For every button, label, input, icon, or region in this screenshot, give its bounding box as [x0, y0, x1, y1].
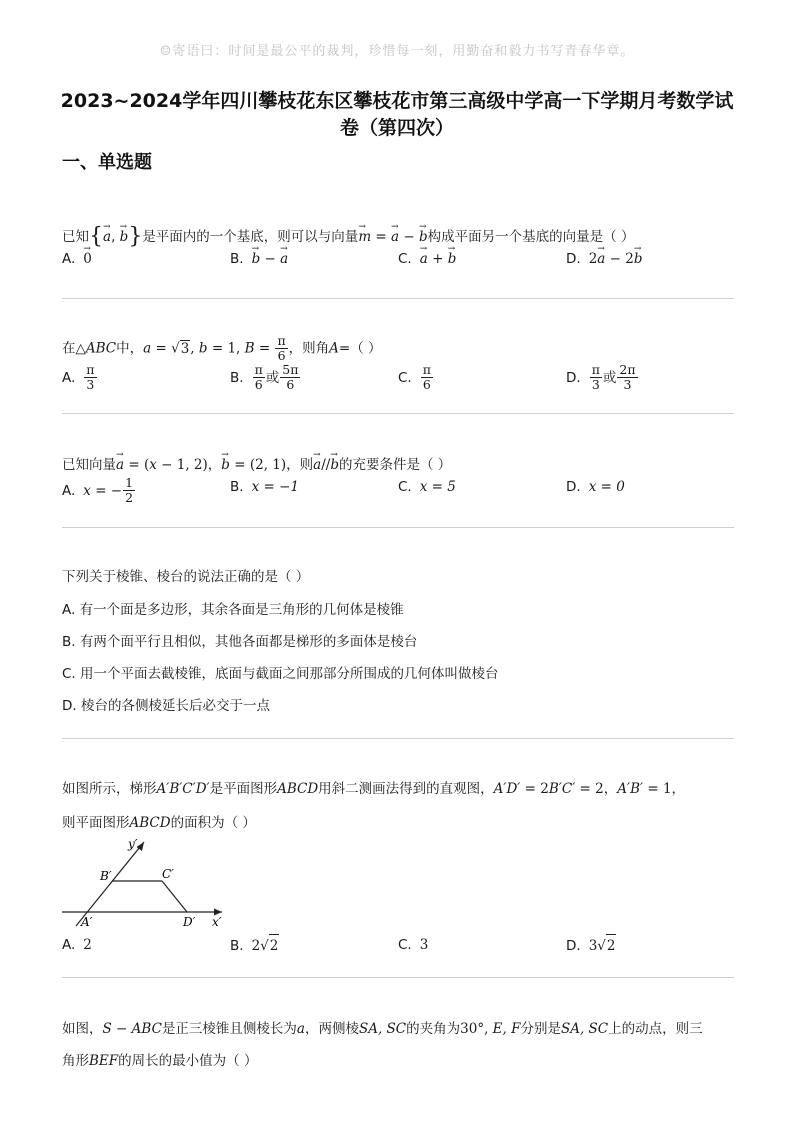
question-1-option-d[interactable]: D. 2 → a − 2 → b: [566, 248, 642, 270]
label-y-prime: y′: [128, 838, 138, 851]
label-x-prime: x′: [212, 915, 222, 929]
question-2-option-a[interactable]: A. $\frac{\pi}{3}$: [62, 362, 95, 392]
divider: [62, 527, 734, 528]
y-axis-line: [76, 842, 144, 926]
question-1: [62, 226, 734, 278]
question-2-option-d[interactable]: D. $\frac{\pi}{3}$ 或 $\frac{2\pi}{3}$: [566, 362, 636, 392]
question-4-stem: 下列关于棱锥、棱台的说法正确的是（ ）: [62, 569, 310, 585]
question-5-stem: 如图所示，梯形A′B′C′D′是平面图形ABCD用斜二测画法得到的直观图，A′D′ = 2B′C′ = 2，A′B′ = 1，: [62, 781, 686, 797]
question-1-option-c[interactable]: C. → a + → b: [398, 248, 456, 270]
exam-title: [40, 88, 754, 142]
label-c-prime: C′: [162, 867, 174, 881]
trapezoid-right-edge: [162, 881, 187, 912]
question-3-option-b[interactable]: B. x = −1: [230, 479, 299, 495]
question-4-option-b[interactable]: B. 有两个面平行且相似，其他各面都是梯形的多面体是棱台: [62, 634, 418, 650]
title-line-1: 2023~2024学年四川攀枝花东区攀枝花市第三高级中学高一下学期月考数学试: [60, 90, 734, 112]
question-5-stem-line-2: 则平面图形ABCD的面积为（ ）: [62, 815, 256, 831]
divider: [62, 413, 734, 414]
title-line-2: 卷（第四次）: [339, 117, 454, 139]
question-5-option-c[interactable]: C. 3: [398, 937, 429, 953]
section-heading: 一、单选题: [62, 152, 152, 173]
question-3: [62, 454, 734, 512]
question-3-option-d[interactable]: D. x = 0: [566, 479, 625, 495]
question-4-option-d[interactable]: D. 棱台的各侧棱延长后必交于一点: [62, 698, 270, 714]
question-5-option-b[interactable]: B. 2 √ 2: [230, 934, 279, 957]
question-3-stem: 已知向量→ a = (x − 1, 2)，→ b = (2, 1)，则→ a//→ b的充要条件是（ ）: [62, 454, 734, 476]
question-1-option-a[interactable]: A. → 0: [62, 248, 92, 270]
question-4-option-a[interactable]: A. 有一个面是多边形，其余各面是三角形的几何体是棱锥: [62, 602, 404, 618]
divider: [62, 977, 734, 978]
label-a-prime: A′: [81, 915, 93, 929]
question-3-option-c[interactable]: C. x = 5: [398, 479, 456, 495]
question-4-option-c[interactable]: C. 用一个平面去截棱锥，底面与截面之间那部分所围成的几何体叫做棱台: [62, 666, 499, 682]
question-2: [62, 334, 734, 401]
question-1-stem: 已知{→ a, → b}是平面内的一个基底，则可以与向量→ m = → a − → b构成平面另一个基底的向量是（ ）: [62, 226, 734, 248]
label-b-prime: B′: [100, 869, 112, 883]
label-d-prime: D′: [183, 915, 196, 929]
trapezoid-figure: [62, 838, 232, 934]
divider: [62, 738, 734, 739]
question-1-option-b[interactable]: B. → b − → a: [230, 248, 288, 270]
question-6-stem: 如图，S − ABC是正三棱锥且侧棱长为a，两侧棱SA, SC的夹角为30°, E, F分别是SA, SC上的动点，则三: [62, 1021, 703, 1037]
question-2-stem: 在△ABC中，a = √3, b = 1, B = $\frac{\pi}{6}$ ，则角A=（ ）: [62, 333, 382, 363]
question-2-options: [62, 363, 734, 401]
question-1-options: [62, 248, 734, 278]
question-3-options: [62, 476, 734, 512]
question-5-option-d[interactable]: D. 3 √ 2: [566, 934, 616, 957]
question-2-option-c[interactable]: C. $\frac{\pi}{6}$: [398, 362, 431, 392]
question-5-options: [62, 934, 734, 964]
question-6: [62, 1018, 734, 1072]
question-6-stem-line-2: 角形BEF的周长的最小值为（ ）: [62, 1053, 258, 1069]
motto-banner: ☺寄语曰：时间是最公平的裁判，珍惜每一刻，用勤奋和毅力书写青春华章。: [159, 44, 635, 59]
question-2-option-b[interactable]: B. $\frac{\pi}{6}$ 或 $\frac{5\pi}{6}$: [230, 362, 299, 392]
question-5-options-wrap: [62, 934, 734, 964]
question-4: [62, 566, 734, 722]
question-5: [62, 778, 734, 834]
question-3-option-a[interactable]: A. x = − $\frac{1}{2}$: [62, 475, 134, 505]
question-5-option-a[interactable]: A. 2: [62, 937, 92, 953]
divider: [62, 298, 734, 299]
